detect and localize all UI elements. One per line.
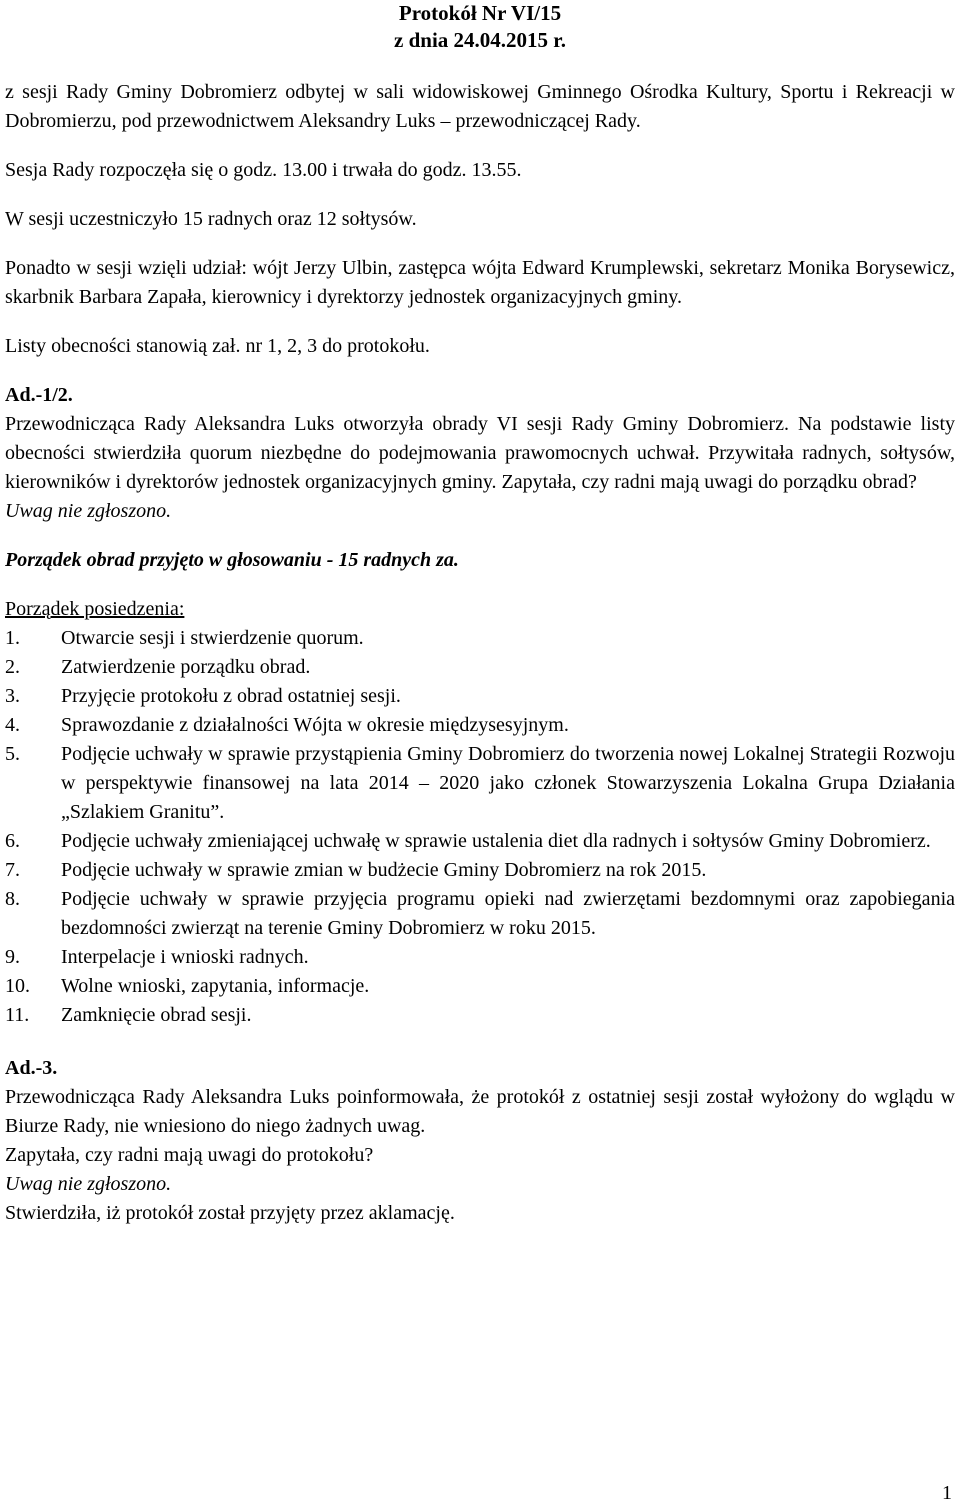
no-remarks-1: Uwag nie zgłoszono. <box>5 500 172 522</box>
section-heading-1-2: Ad.-1/2. <box>5 384 73 406</box>
session-time: Sesja Rady rozpoczęła się o godz. 13.00 i trwała do godz. 13.55. <box>5 159 522 181</box>
page-number: 1 <box>942 1482 952 1504</box>
attendance: W sesji uczestniczyło 15 radnych oraz 12 sołtysów. <box>5 208 417 230</box>
section-3-question: Zapytała, czy radni mają uwagi do protokołu? <box>5 1144 374 1166</box>
list-item: 9. Interpelacje i wnioski radnych. <box>5 946 309 968</box>
list-item: 7. Podjęcie uchwały w sprawie zmian w budżecie Gminy Dobromierz na rok 2015. <box>5 859 707 881</box>
list-item: 11. Zamknięcie obrad sesji. <box>5 1004 252 1026</box>
section-heading-3: Ad.-3. <box>5 1057 58 1079</box>
list-item: 2. Zatwierdzenie porządku obrad. <box>5 656 311 678</box>
list-item: 10. Wolne wnioski, zapytania, informacje. <box>5 975 370 997</box>
section-3-body: Przewodnicząca Rady Aleksandra Luks poinformowała, że protokół z ostatniej sesji został wyłożony do wglądu w Biurze Rady, nie wniesiono do niego żadnych uwag. <box>5 1086 955 1137</box>
list-item: 6. Podjęcie uchwały zmieniającej uchwałę w sprawie ustalenia diet dla radnych i sołtysów Gminy Dobromierz. <box>5 830 931 852</box>
section-3-conclusion: Stwierdziła, iż protokół został przyjęty przez aklamację. <box>5 1202 455 1224</box>
agenda-list <box>5 624 955 1030</box>
document-header <box>5 0 955 54</box>
list-item: 4. Sprawozdanie z działalności Wójta w okresie międzysesyjnym. <box>5 714 569 736</box>
list-item: 1. Otwarcie sesji i stwierdzenie quorum. <box>5 627 364 649</box>
no-remarks-3: Uwag nie zgłoszono. <box>5 1173 172 1195</box>
intro-paragraph: z sesji Rady Gminy Dobromierz odbytej w sali widowiskowej Gminnego Ośrodka Kultury, Sportu i Rekreacji w Dobromierzu, pod przewodnictwem Aleksandry Luks – przewodniczącej Rady. <box>5 81 955 132</box>
agenda-vote: Porządek obrad przyjęto w głosowaniu - 15 radnych za. <box>5 549 459 571</box>
document-title: Protokół Nr VI/15 <box>398 1 562 25</box>
agenda-heading: Porządek posiedzenia: <box>5 598 185 620</box>
section-1-2-body: Przewodnicząca Rady Aleksandra Luks otworzyła obrady VI sesji Rady Gminy Dobromierz. Na podstawie listy obecności stwierdziła quorum niezbędne do podejmowania prawomocnych uchwał. Przywitała radnych, sołtysów, kierowników i dyrektorów jednostek organizacyjnych gminy. Zapytała, czy radni mają uwagi do porządku obrad? <box>5 413 955 493</box>
list-item: 3. Przyjęcie protokołu z obrad ostatniej sesji. <box>5 685 401 707</box>
list-item: 5. Podjęcie uchwały w sprawie przystąpienia Gminy Dobromierz do tworzenia nowej Lokalnej Strategii Rozwoju w perspektywie finansowej na lata 2014 – 2020 jako członek Stowarzyszenia Lokalna Grupa Działania „Szlakiem Granitu”. <box>5 743 955 823</box>
document-page <box>5 0 955 1228</box>
attendance-lists: Listy obecności stanowią zał. nr 1, 2, 3 do protokołu. <box>5 335 430 357</box>
document-date: z dnia 24.04.2015 r. <box>394 28 566 52</box>
participants: Ponadto w sesji wzięli udział: wójt Jerzy Ulbin, zastępca wójta Edward Krumplewski, sekretarz Monika Borysewicz, skarbnik Barbara Zapała, kierownicy i dyrektorzy jednostek organizacyjnych gminy. <box>5 257 955 308</box>
list-item: 8. Podjęcie uchwały w sprawie przyjęcia programu opieki nad zwierzętami bezdomnymi oraz zapobiegania bezdomności zwierząt na terenie Gminy Dobromierz w roku 2015. <box>5 888 955 939</box>
